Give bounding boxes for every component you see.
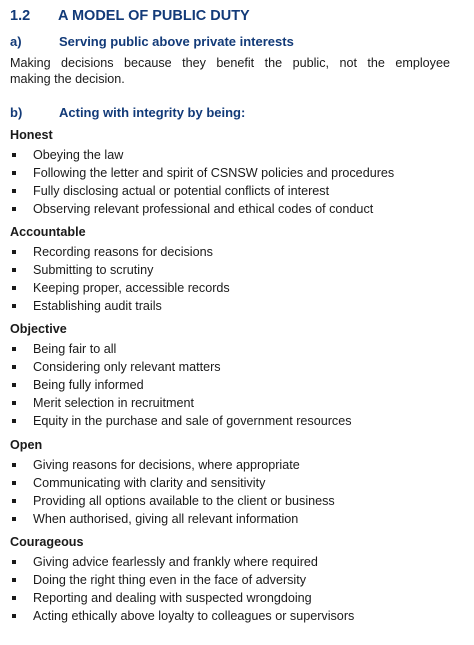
- bullet-icon: [12, 614, 16, 618]
- subsection-a-paragraph: [10, 56, 450, 87]
- subsection-a-title: Serving public above private interests: [59, 34, 294, 49]
- bullet-icon: [12, 189, 16, 193]
- group-title-objective: Objective: [10, 322, 67, 336]
- bullet-icon: [12, 207, 16, 211]
- section-heading: [10, 8, 250, 24]
- group-title-honest: Honest: [10, 128, 53, 142]
- bullet-icon: [12, 171, 16, 175]
- subsection-a-heading: [10, 34, 294, 49]
- group-title-courageous: Courageous: [10, 535, 84, 549]
- section-number: 1.2: [10, 8, 31, 24]
- subsection-b-title: Acting with integrity by being:: [59, 105, 246, 120]
- bullet-icon: [12, 481, 16, 485]
- bullet-icon: [12, 383, 16, 387]
- document-page: 1.2 A MODEL OF PUBLIC DUTY a) Serving public above private interests Making decisions because they benefit the public, not the employee making the decision. b) Acting with integrity by being: Honest Obeying the law Following the letter and spirit of CSNSW policies and procedures Fully disclosing actual or potential conflicts of interest Observing relevant professional and ethical codes of conduct Accountable Recording reasons for decisions Submitting to scrutiny Keeping proper, accessible records Establishing audit trails Objective Being fair to all Considering only relevant matters Being fully informed Merit selection in recruitment Equity in the purchase and sale of government resources Open Giving reasons for decisions, where appropriate Communicating with clarity and sensitivity Providing all options available to the client or business When authorised, giving all relevant information Courageous Giving advice fearlessly and frankly where required Doing the right thing even in the face of adversity Reporting and dealing with suspected wrongdoing Acting ethically above loyalty to colleagues or supervisors: [10, 8, 450, 623]
- subsection-b-letter: b): [10, 105, 23, 120]
- bullet-icon: [12, 499, 16, 503]
- group-title-open: Open: [10, 438, 43, 452]
- bullet-icon: [12, 419, 16, 423]
- bullet-icon: [12, 596, 16, 600]
- bullet-icon: [12, 365, 16, 369]
- bullet-icon: [12, 268, 16, 272]
- paragraph-line: making the decision.: [10, 71, 125, 86]
- paragraph-line: Making decisions because they benefit the public, not the employee: [10, 56, 450, 70]
- bullet-icon: [12, 401, 16, 405]
- bullet-icon: [12, 153, 16, 157]
- bullet-icon: [12, 250, 16, 254]
- bullet-icon: [12, 578, 16, 582]
- bullet-icon: [12, 286, 16, 290]
- bullet-icon: [12, 560, 16, 564]
- section-title: A MODEL OF PUBLIC DUTY: [58, 8, 250, 24]
- group-title-accountable: Accountable: [10, 225, 86, 239]
- bullet-icon: [12, 463, 16, 467]
- bullet-icon: [12, 347, 16, 351]
- bullet-icon: [12, 517, 16, 521]
- subsection-a-letter: a): [10, 34, 22, 49]
- bullet-icon: [12, 304, 16, 308]
- subsection-b-heading: [10, 105, 245, 120]
